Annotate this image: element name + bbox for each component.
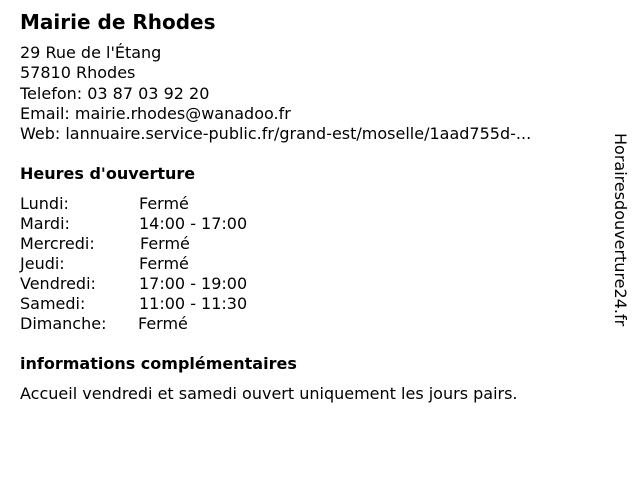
hours-row [20,314,247,334]
day-label: Samedi: [20,294,86,313]
street-address: 29 Rue de l'Étang [20,43,162,62]
contact-block [20,43,590,144]
day-hours: 14:00 - 17:00 [139,214,248,233]
hours-row [20,294,247,314]
hours-row [20,194,247,214]
web-line[interactable]: Web: lannuaire.service-public.fr/grand-est/moselle/1aad755d-... [20,124,532,144]
day-hours: Fermé [139,194,189,213]
hours-row [20,254,247,274]
day-hours: Fermé [140,234,190,253]
day-hours: 11:00 - 11:30 [139,294,248,313]
day-label: Lundi: [20,194,69,213]
hours-row [20,234,247,254]
phone-line[interactable]: Telefon: 03 87 03 92 20 [20,83,210,103]
day-label: Vendredi: [20,274,96,293]
hours-row [20,274,247,294]
site-watermark: Horairesdouverture24.fr [611,133,630,327]
day-hours: Fermé [139,254,189,273]
day-label: Jeudi: [20,254,65,273]
place-title: Mairie de Rhodes [20,10,216,34]
hours-row [20,214,247,234]
day-hours: 17:00 - 19:00 [139,274,248,293]
hours-heading: Heures d'ouverture [20,164,196,183]
day-label: Dimanche: [20,314,107,333]
day-hours: Fermé [138,314,188,333]
info-text: Accueil vendredi et samedi ouvert uniquement les jours pairs. [20,384,518,403]
day-label: Mercredi: [20,234,95,253]
email-line[interactable]: Email: mairie.rhodes@wanadoo.fr [20,103,291,123]
day-label: Mardi: [20,214,70,233]
info-heading: informations complémentaires [20,354,297,373]
city-line: 57810 Rhodes [20,63,136,83]
hours-table [20,194,247,334]
